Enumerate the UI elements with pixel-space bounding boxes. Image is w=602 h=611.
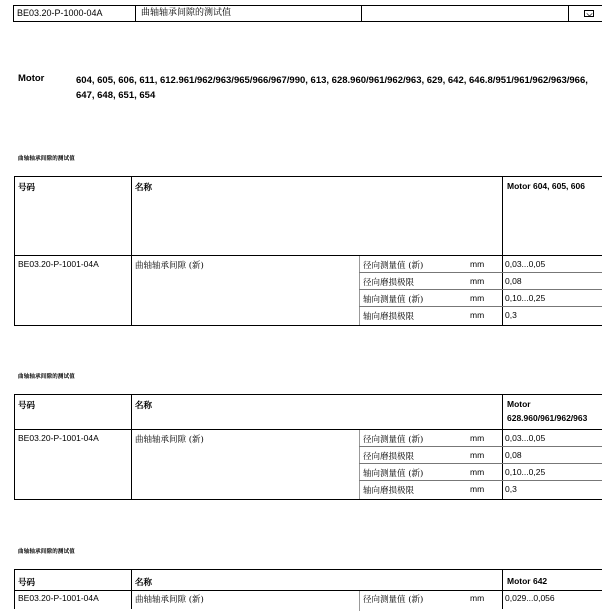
- spec-label: 径向测量值 (新): [363, 261, 424, 271]
- spec-value: 0,10...0,25: [505, 467, 546, 477]
- spec-unit: mm: [470, 433, 485, 443]
- col-id-header: 号码: [18, 401, 36, 411]
- spec-unit: mm: [470, 276, 485, 286]
- spec-label: 径向测量值 (新): [363, 595, 424, 605]
- row-name: 曲轴轴承间隙 (新): [135, 595, 204, 605]
- mail-icon[interactable]: [584, 10, 594, 17]
- doc-id: BE03.20-P-1000-04A: [17, 8, 103, 18]
- spec-unit: mm: [470, 484, 485, 494]
- spec-label: 轴向磨损极限: [363, 486, 415, 496]
- spec-value: 0,08: [505, 450, 522, 460]
- spec-value: 0,3: [505, 310, 517, 320]
- col-name-header: 名称: [135, 578, 153, 588]
- section-title-1: 曲轴轴承间隙的测试值: [18, 156, 76, 162]
- col-name-header: 名称: [135, 183, 153, 193]
- spec-value: 0,3: [505, 484, 517, 494]
- spec-value: 0,03...0,05: [505, 433, 546, 443]
- spec-label: 轴向磨损极限: [363, 312, 415, 322]
- row-id: BE03.20-P-1001-04A: [18, 259, 99, 269]
- spec-label: 轴向测量值 (新): [363, 469, 424, 479]
- doc-title: 曲轴轴承间隙的测试值: [141, 8, 232, 18]
- spec-unit: mm: [470, 467, 485, 477]
- spec-label: 径向磨损极限: [363, 278, 415, 288]
- spec-label: 径向磨损极限: [363, 452, 415, 462]
- col-id-header: 号码: [18, 578, 36, 588]
- motor-label: Motor: [18, 73, 45, 84]
- spec-value: 0,03...0,05: [505, 259, 546, 269]
- row-id: BE03.20-P-1001-04A: [18, 593, 99, 603]
- section-title-3: 曲轴轴承间隙的测试值: [18, 549, 76, 555]
- col-motor-header-line2: 628.960/961/962/963: [507, 413, 588, 423]
- row-id: BE03.20-P-1001-04A: [18, 433, 99, 443]
- col-name-header: 名称: [135, 401, 153, 411]
- spec-label: 轴向测量值 (新): [363, 295, 424, 305]
- spec-label: 径向测量值 (新): [363, 435, 424, 445]
- col-id-header: 号码: [18, 183, 36, 193]
- col-motor-header: Motor 642: [507, 576, 548, 586]
- motor-list: 604, 605, 606, 611, 612.961/962/963/965/966/967/990, 613, 628.960/961/962/963, 629, 642, 646.8/951/961/962/963/966, 647, 648, 651, 654: [76, 75, 588, 101]
- spec-value: 0,08: [505, 276, 522, 286]
- spec-unit: mm: [470, 293, 485, 303]
- col-motor-header: Motor: [507, 399, 531, 409]
- spec-unit: mm: [470, 450, 485, 460]
- row-name: 曲轴轴承间隙 (新): [135, 435, 204, 445]
- spec-value: 0,10...0,25: [505, 293, 546, 303]
- section-title-2: 曲轴轴承间隙的测试值: [18, 374, 76, 380]
- spec-unit: mm: [470, 593, 485, 603]
- document-header: [13, 5, 602, 22]
- spec-value: 0,029...0,056: [505, 593, 555, 603]
- spec-unit: mm: [470, 310, 485, 320]
- spec-unit: mm: [470, 259, 485, 269]
- col-motor-header: Motor 604, 605, 606: [507, 181, 585, 191]
- row-name: 曲轴轴承间隙 (新): [135, 261, 204, 271]
